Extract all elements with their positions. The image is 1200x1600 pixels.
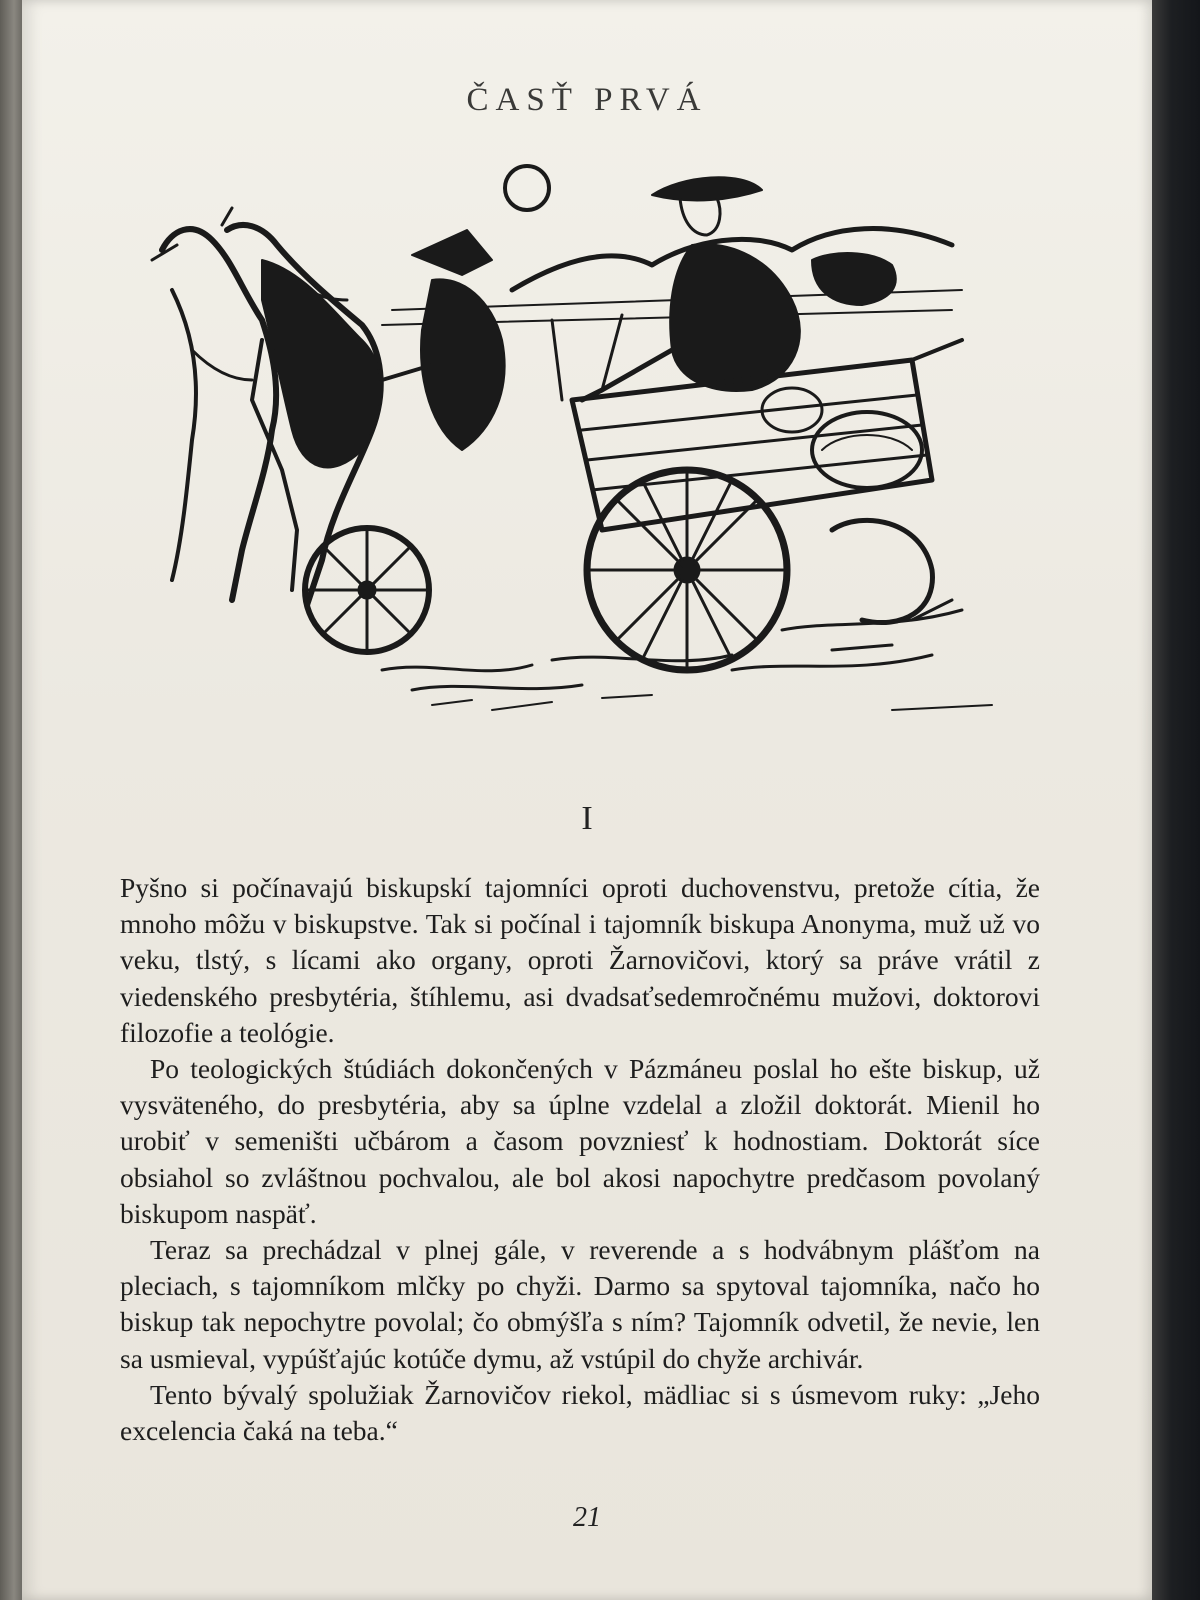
- part-title: ČASŤ PRVÁ: [466, 82, 708, 118]
- body-text: [120, 870, 1040, 1449]
- page-number: 21: [573, 1502, 601, 1533]
- dark-background-edge: [1152, 0, 1200, 1600]
- paragraph: Tento bývalý spolužiak Žarnovičov riekol, mädliac si s úsmevom ruky: „Jeho excelencia čaká na teba.“: [120, 1378, 1040, 1447]
- paragraph: Teraz sa prechádzal v plnej gále, v reverende a s hodvábnym plášťom na pleciach, s tajomníkom mlčky po chyži. Darmo sa spytoval tajomníka, načo ho biskup tak nepochytre povolal; čo obmýšľa s ním? Tajomník odvetil, že nevie, len sa usmieval, vypúšťajúc kotúče dymu, až vstúpil do chyže archivár.: [120, 1234, 1040, 1374]
- chapter-numeral: I: [581, 800, 593, 837]
- carriage-illustration: [132, 150, 1012, 740]
- paragraph: Po teologických štúdiách dokončených v Pázmáneu poslal ho ešte biskup, už vysväteného, do presbytéria, aby sa úplne vzdelal a zložil doktorát. Mienil ho urobiť v semeništi učbárom a časom povzniesť k hodnostiam. Doktorát síce obsiahol so zvláštnou pochvalou, ale bol akosi napochytre predčasom povolaný biskupom naspäť.: [120, 1053, 1040, 1229]
- book-page: [22, 0, 1152, 1600]
- paragraph: Pyšno si počínavajú biskupskí tajomníci oproti duchovenstvu, pretože cítia, že mnoho môžu v biskupstve. Tak si počínal i tajomník biskupa Anonyma, muž už vo veku, tlstý, s lícami ako organy, oproti Žarnovičovi, ktorý sa práve vrátil z viedenského presbytéria, štíhlemu, asi dvadsaťsedemročnému mužovi, doktorovi filozofie a teológie.: [120, 872, 1040, 1048]
